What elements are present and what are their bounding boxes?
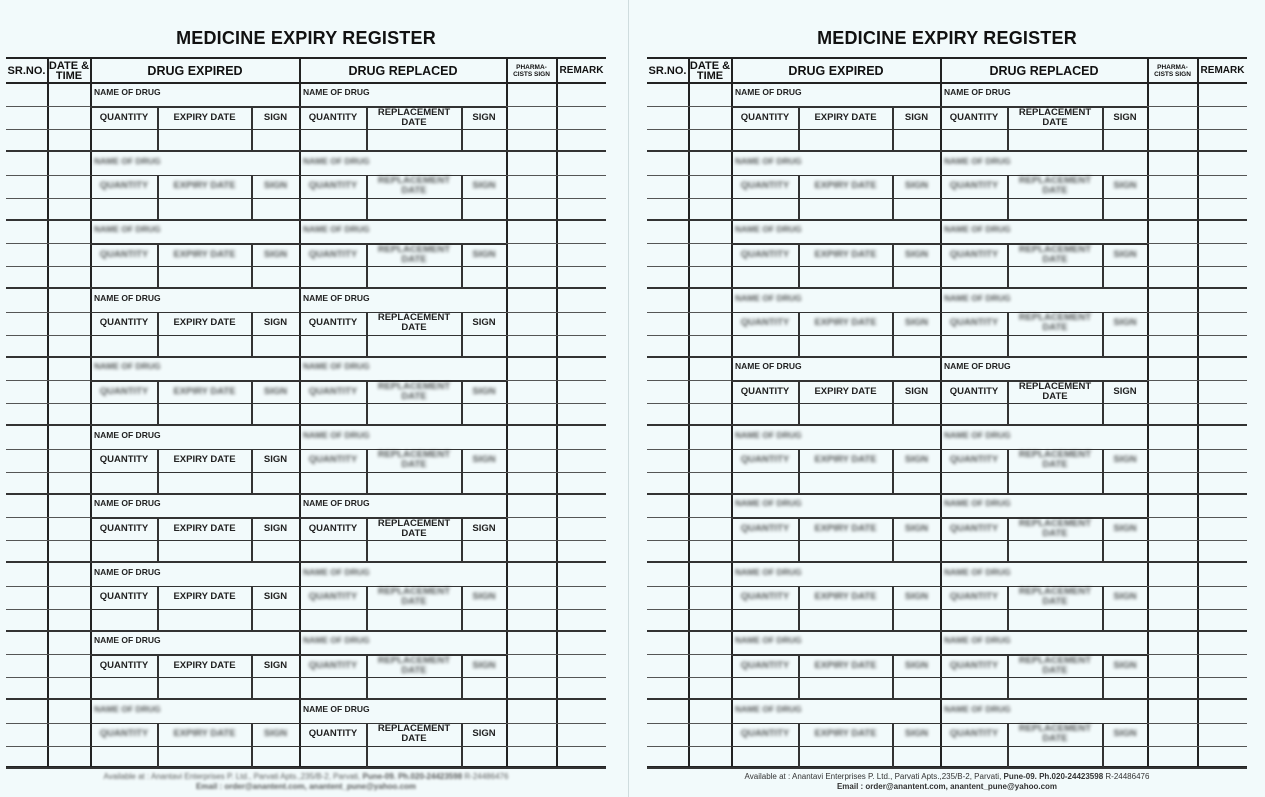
- header-remark: REMARK: [559, 64, 604, 76]
- publisher-footer: [6, 772, 606, 792]
- register-grid: [6, 57, 606, 769]
- replacement-date-label: REPLACEMENT DATE: [1018, 449, 1092, 470]
- replacement-date-label: REPLACEMENT DATE: [1018, 312, 1092, 333]
- sub-rule: [90, 335, 506, 336]
- name-of-drug-label: NAME OF DRUG: [303, 224, 370, 234]
- sub-rule: [731, 472, 1147, 473]
- quantity-label: QUANTITY: [949, 317, 999, 328]
- name-of-drug-label: NAME OF DRUG: [944, 703, 1011, 714]
- name-of-drug-label: NAME OF DRUG: [735, 155, 802, 166]
- name-of-drug-label: NAME OF DRUG: [94, 292, 161, 303]
- expiry-date-label: EXPIRY DATE: [173, 728, 236, 739]
- entry-block: [6, 701, 606, 769]
- sign-label: SIGN: [472, 248, 496, 260]
- entry-block: [647, 153, 1247, 221]
- sign-label: SIGN: [1113, 385, 1137, 397]
- sign-label: SIGN: [1113, 248, 1137, 260]
- quantity-label: QUANTITY: [949, 111, 999, 123]
- quantity-label: QUANTITY: [740, 659, 790, 671]
- entry-block: [647, 358, 1247, 426]
- header-drug-expired: DRUG EXPIRED: [147, 63, 243, 78]
- name-of-drug-label: NAME OF DRUG: [94, 498, 161, 508]
- sign-label: SIGN: [904, 659, 929, 671]
- expiry-date-label: EXPIRY DATE: [173, 591, 236, 602]
- entry-block: [647, 290, 1247, 358]
- sub-rule: [731, 540, 1147, 541]
- sign-label: SIGN: [263, 522, 288, 534]
- register-grid: [647, 57, 1247, 769]
- replacement-date-label: REPLACEMENT DATE: [1018, 106, 1092, 128]
- name-of-drug-label: NAME OF DRUG: [944, 429, 1011, 440]
- header-pharmacists-sign: PHARMA-CISTS SIGN: [1154, 63, 1191, 78]
- expiry-date-label: EXPIRY DATE: [814, 111, 877, 123]
- sign-label: SIGN: [904, 111, 929, 123]
- name-of-drug-label: NAME OF DRUG: [94, 429, 161, 440]
- name-of-drug-label: NAME OF DRUG: [735, 635, 802, 645]
- sign-label: SIGN: [472, 111, 496, 123]
- sign-label: SIGN: [472, 317, 496, 328]
- sign-label: SIGN: [904, 385, 929, 397]
- footer-email: Email : order@anantent.com, anantent_pune@yahoo.com: [836, 782, 1058, 791]
- header-date-time: DATE & TIME: [689, 59, 731, 82]
- quantity-label: QUANTITY: [949, 248, 999, 260]
- header-date-time: DATE & TIME: [48, 59, 90, 82]
- sign-label: SIGN: [1113, 728, 1137, 739]
- quantity-label: QUANTITY: [740, 248, 790, 260]
- sign-label: SIGN: [904, 180, 929, 191]
- expiry-date-label: EXPIRY DATE: [814, 317, 877, 328]
- expiry-date-label: EXPIRY DATE: [173, 454, 236, 465]
- sub-rule: [731, 677, 1147, 678]
- quantity-label: QUANTITY: [99, 591, 149, 602]
- sign-label: SIGN: [263, 728, 288, 739]
- sign-label: SIGN: [904, 728, 929, 739]
- quantity-label: QUANTITY: [740, 317, 790, 328]
- sign-label: SIGN: [472, 728, 496, 739]
- replacement-date-label: REPLACEMENT DATE: [377, 517, 451, 539]
- quantity-label: QUANTITY: [308, 522, 358, 534]
- replacement-date-label: REPLACEMENT DATE: [1018, 586, 1092, 607]
- quantity-label: QUANTITY: [740, 728, 790, 739]
- register-page: [647, 0, 1247, 797]
- quantity-label: QUANTITY: [949, 385, 999, 397]
- name-of-drug-label: NAME OF DRUG: [735, 566, 802, 577]
- sub-rule: [731, 609, 1147, 610]
- name-of-drug-label: NAME OF DRUG: [944, 87, 1011, 97]
- name-of-drug-label: NAME OF DRUG: [303, 498, 370, 508]
- quantity-label: QUANTITY: [740, 385, 790, 397]
- register-title: MEDICINE EXPIRY REGISTER: [176, 28, 436, 48]
- name-of-drug-label: NAME OF DRUG: [94, 703, 161, 714]
- sign-label: SIGN: [263, 591, 288, 602]
- entry-block: [6, 153, 606, 221]
- replacement-date-label: REPLACEMENT DATE: [1018, 723, 1092, 744]
- name-of-drug-label: NAME OF DRUG: [94, 635, 161, 645]
- register-page: [6, 0, 606, 797]
- quantity-label: QUANTITY: [99, 728, 149, 739]
- replacement-date-label: REPLACEMENT DATE: [1018, 654, 1092, 676]
- header-sr-no: SR.NO.: [648, 64, 687, 77]
- name-of-drug-label: NAME OF DRUG: [303, 292, 370, 303]
- replacement-date-label: REPLACEMENT DATE: [377, 175, 451, 196]
- header-sr-no: SR.NO.: [7, 64, 46, 77]
- expiry-date-label: EXPIRY DATE: [814, 591, 877, 602]
- header-drug-expired: DRUG EXPIRED: [788, 63, 884, 78]
- name-of-drug-label: NAME OF DRUG: [303, 155, 370, 166]
- expiry-date-label: EXPIRY DATE: [814, 454, 877, 465]
- header-row: [647, 59, 1247, 84]
- replacement-date-label: REPLACEMENT DATE: [377, 312, 451, 333]
- sub-rule: [90, 266, 506, 267]
- entry-block: [6, 290, 606, 358]
- sign-label: SIGN: [1113, 180, 1137, 191]
- sign-label: SIGN: [472, 180, 496, 191]
- sub-rule: [90, 129, 506, 130]
- name-of-drug-label: NAME OF DRUG: [944, 635, 1011, 645]
- entry-block: [647, 427, 1247, 495]
- name-of-drug-label: NAME OF DRUG: [303, 566, 370, 577]
- quantity-label: QUANTITY: [949, 591, 999, 602]
- sub-rule: [731, 266, 1147, 267]
- expiry-date-label: EXPIRY DATE: [814, 728, 877, 739]
- name-of-drug-label: NAME OF DRUG: [944, 498, 1011, 508]
- expiry-date-label: EXPIRY DATE: [173, 180, 236, 191]
- footer-address: Available at : Anantavi Enterprises P. Ltd., Parvati Apts.,235/B-2, Parvati,: [744, 772, 1002, 781]
- name-of-drug-label: NAME OF DRUG: [944, 224, 1011, 234]
- name-of-drug-label: NAME OF DRUG: [303, 635, 370, 645]
- sub-rule: [90, 677, 506, 678]
- quantity-label: QUANTITY: [740, 454, 790, 465]
- expiry-date-label: EXPIRY DATE: [814, 385, 877, 397]
- replacement-date-label: REPLACEMENT DATE: [377, 449, 451, 470]
- header-row: [6, 59, 606, 84]
- header-remark: REMARK: [1200, 64, 1245, 76]
- quantity-label: QUANTITY: [99, 659, 149, 671]
- replacement-date-label: REPLACEMENT DATE: [1018, 517, 1092, 539]
- sub-rule: [90, 746, 506, 747]
- header-drug-replaced: DRUG REPLACED: [989, 63, 1099, 78]
- quantity-label: QUANTITY: [740, 180, 790, 191]
- name-of-drug-label: NAME OF DRUG: [735, 498, 802, 508]
- name-of-drug-label: NAME OF DRUG: [94, 155, 161, 166]
- sub-rule: [731, 335, 1147, 336]
- name-of-drug-label: NAME OF DRUG: [303, 361, 370, 371]
- sign-label: SIGN: [263, 180, 288, 191]
- publisher-footer: [647, 772, 1247, 792]
- name-of-drug-label: NAME OF DRUG: [944, 566, 1011, 577]
- expiry-date-label: EXPIRY DATE: [814, 522, 877, 534]
- entry-block: [6, 427, 606, 495]
- replacement-date-label: REPLACEMENT DATE: [377, 380, 451, 402]
- entry-block: [647, 221, 1247, 289]
- entry-block: [6, 221, 606, 289]
- quantity-label: QUANTITY: [99, 522, 149, 534]
- name-of-drug-label: NAME OF DRUG: [94, 361, 161, 371]
- sub-rule: [731, 198, 1147, 199]
- quantity-label: QUANTITY: [949, 180, 999, 191]
- sign-label: SIGN: [263, 248, 288, 260]
- quantity-label: QUANTITY: [308, 111, 358, 123]
- sub-rule: [731, 746, 1147, 747]
- quantity-label: QUANTITY: [99, 248, 149, 260]
- footer-reg: R-24486476: [464, 772, 509, 781]
- quantity-label: QUANTITY: [740, 591, 790, 602]
- replacement-date-label: REPLACEMENT DATE: [377, 586, 451, 607]
- name-of-drug-label: NAME OF DRUG: [735, 361, 802, 371]
- name-of-drug-label: NAME OF DRUG: [735, 292, 802, 303]
- footer-phone: Pune-09. Ph.020-24423598: [362, 772, 463, 781]
- quantity-label: QUANTITY: [99, 180, 149, 191]
- quantity-label: QUANTITY: [308, 317, 358, 328]
- quantity-label: QUANTITY: [99, 385, 149, 397]
- name-of-drug-label: NAME OF DRUG: [94, 566, 161, 577]
- sub-rule: [90, 540, 506, 541]
- expiry-date-label: EXPIRY DATE: [814, 659, 877, 671]
- quantity-label: QUANTITY: [740, 522, 790, 534]
- replacement-date-label: REPLACEMENT DATE: [1018, 175, 1092, 196]
- sub-rule: [90, 403, 506, 404]
- sub-rule: [731, 129, 1147, 130]
- sign-label: SIGN: [904, 317, 929, 328]
- replacement-date-label: REPLACEMENT DATE: [377, 106, 451, 128]
- register-title: MEDICINE EXPIRY REGISTER: [817, 28, 1077, 48]
- quantity-label: QUANTITY: [99, 317, 149, 328]
- sign-label: SIGN: [904, 522, 929, 534]
- name-of-drug-label: NAME OF DRUG: [303, 429, 370, 440]
- name-of-drug-label: NAME OF DRUG: [735, 224, 802, 234]
- quantity-label: QUANTITY: [949, 454, 999, 465]
- sign-label: SIGN: [263, 317, 288, 328]
- quantity-label: QUANTITY: [308, 180, 358, 191]
- name-of-drug-label: NAME OF DRUG: [303, 87, 370, 97]
- replacement-date-label: REPLACEMENT DATE: [377, 723, 451, 744]
- sign-label: SIGN: [472, 385, 496, 397]
- sign-label: SIGN: [472, 659, 496, 671]
- expiry-date-label: EXPIRY DATE: [173, 317, 236, 328]
- sign-label: SIGN: [1113, 454, 1137, 465]
- quantity-label: QUANTITY: [308, 385, 358, 397]
- sign-label: SIGN: [1113, 591, 1137, 602]
- entry-block: [6, 358, 606, 426]
- sign-label: SIGN: [1113, 111, 1137, 123]
- footer-line-1: [6, 772, 606, 782]
- quantity-label: QUANTITY: [308, 591, 358, 602]
- quantity-label: QUANTITY: [949, 728, 999, 739]
- sign-label: SIGN: [904, 454, 929, 465]
- entry-block: [647, 632, 1247, 700]
- replacement-date-label: REPLACEMENT DATE: [377, 654, 451, 676]
- sub-rule: [90, 609, 506, 610]
- quantity-label: QUANTITY: [308, 728, 358, 739]
- sign-label: SIGN: [904, 591, 929, 602]
- page-divider: [628, 0, 629, 797]
- header-pharmacists-sign: PHARMA-CISTS SIGN: [513, 63, 550, 78]
- entry-block: [647, 701, 1247, 769]
- name-of-drug-label: NAME OF DRUG: [94, 224, 161, 234]
- footer-email: Email : order@anantent.com, anantent_pune@yahoo.com: [195, 782, 417, 791]
- replacement-date-label: REPLACEMENT DATE: [1018, 380, 1092, 402]
- sign-label: SIGN: [904, 248, 929, 260]
- expiry-date-label: EXPIRY DATE: [173, 111, 236, 123]
- sign-label: SIGN: [1113, 317, 1137, 328]
- sign-label: SIGN: [472, 454, 496, 465]
- entry-block: [647, 84, 1247, 152]
- sign-label: SIGN: [263, 111, 288, 123]
- entry-block: [6, 84, 606, 152]
- sign-label: SIGN: [263, 454, 288, 465]
- footer-address: Available at : Anantavi Enterprises P. Ltd., Parvati Apts.,235/B-2, Parvati,: [103, 772, 361, 781]
- quantity-label: QUANTITY: [949, 659, 999, 671]
- name-of-drug-label: NAME OF DRUG: [94, 87, 161, 97]
- expiry-date-label: EXPIRY DATE: [173, 385, 236, 397]
- sign-label: SIGN: [263, 659, 288, 671]
- name-of-drug-label: NAME OF DRUG: [735, 87, 802, 97]
- sub-rule: [90, 472, 506, 473]
- expiry-date-label: EXPIRY DATE: [173, 248, 236, 260]
- sign-label: SIGN: [1113, 522, 1137, 534]
- sign-label: SIGN: [472, 591, 496, 602]
- name-of-drug-label: NAME OF DRUG: [735, 703, 802, 714]
- sub-rule: [90, 198, 506, 199]
- quantity-label: QUANTITY: [308, 659, 358, 671]
- quantity-label: QUANTITY: [99, 454, 149, 465]
- replacement-date-label: REPLACEMENT DATE: [377, 243, 451, 265]
- quantity-label: QUANTITY: [949, 522, 999, 534]
- name-of-drug-label: NAME OF DRUG: [944, 292, 1011, 303]
- entry-block: [647, 495, 1247, 563]
- entry-block: [647, 564, 1247, 632]
- entry-block: [6, 632, 606, 700]
- name-of-drug-label: NAME OF DRUG: [303, 703, 370, 714]
- replacement-date-label: REPLACEMENT DATE: [1018, 243, 1092, 265]
- expiry-date-label: EXPIRY DATE: [814, 248, 877, 260]
- footer-reg: R-24486476: [1105, 772, 1150, 781]
- footer-line-1: [647, 772, 1247, 782]
- expiry-date-label: EXPIRY DATE: [173, 659, 236, 671]
- name-of-drug-label: NAME OF DRUG: [944, 361, 1011, 371]
- sign-label: SIGN: [1113, 659, 1137, 671]
- sign-label: SIGN: [472, 522, 496, 534]
- expiry-date-label: EXPIRY DATE: [814, 180, 877, 191]
- quantity-label: QUANTITY: [99, 111, 149, 123]
- entry-block: [6, 564, 606, 632]
- name-of-drug-label: NAME OF DRUG: [735, 429, 802, 440]
- header-drug-replaced: DRUG REPLACED: [348, 63, 458, 78]
- quantity-label: QUANTITY: [740, 111, 790, 123]
- quantity-label: QUANTITY: [308, 454, 358, 465]
- expiry-date-label: EXPIRY DATE: [173, 522, 236, 534]
- name-of-drug-label: NAME OF DRUG: [944, 155, 1011, 166]
- sign-label: SIGN: [263, 385, 288, 397]
- footer-phone: Pune-09. Ph.020-24423598: [1003, 772, 1104, 781]
- sub-rule: [731, 403, 1147, 404]
- entry-block: [6, 495, 606, 563]
- quantity-label: QUANTITY: [308, 248, 358, 260]
